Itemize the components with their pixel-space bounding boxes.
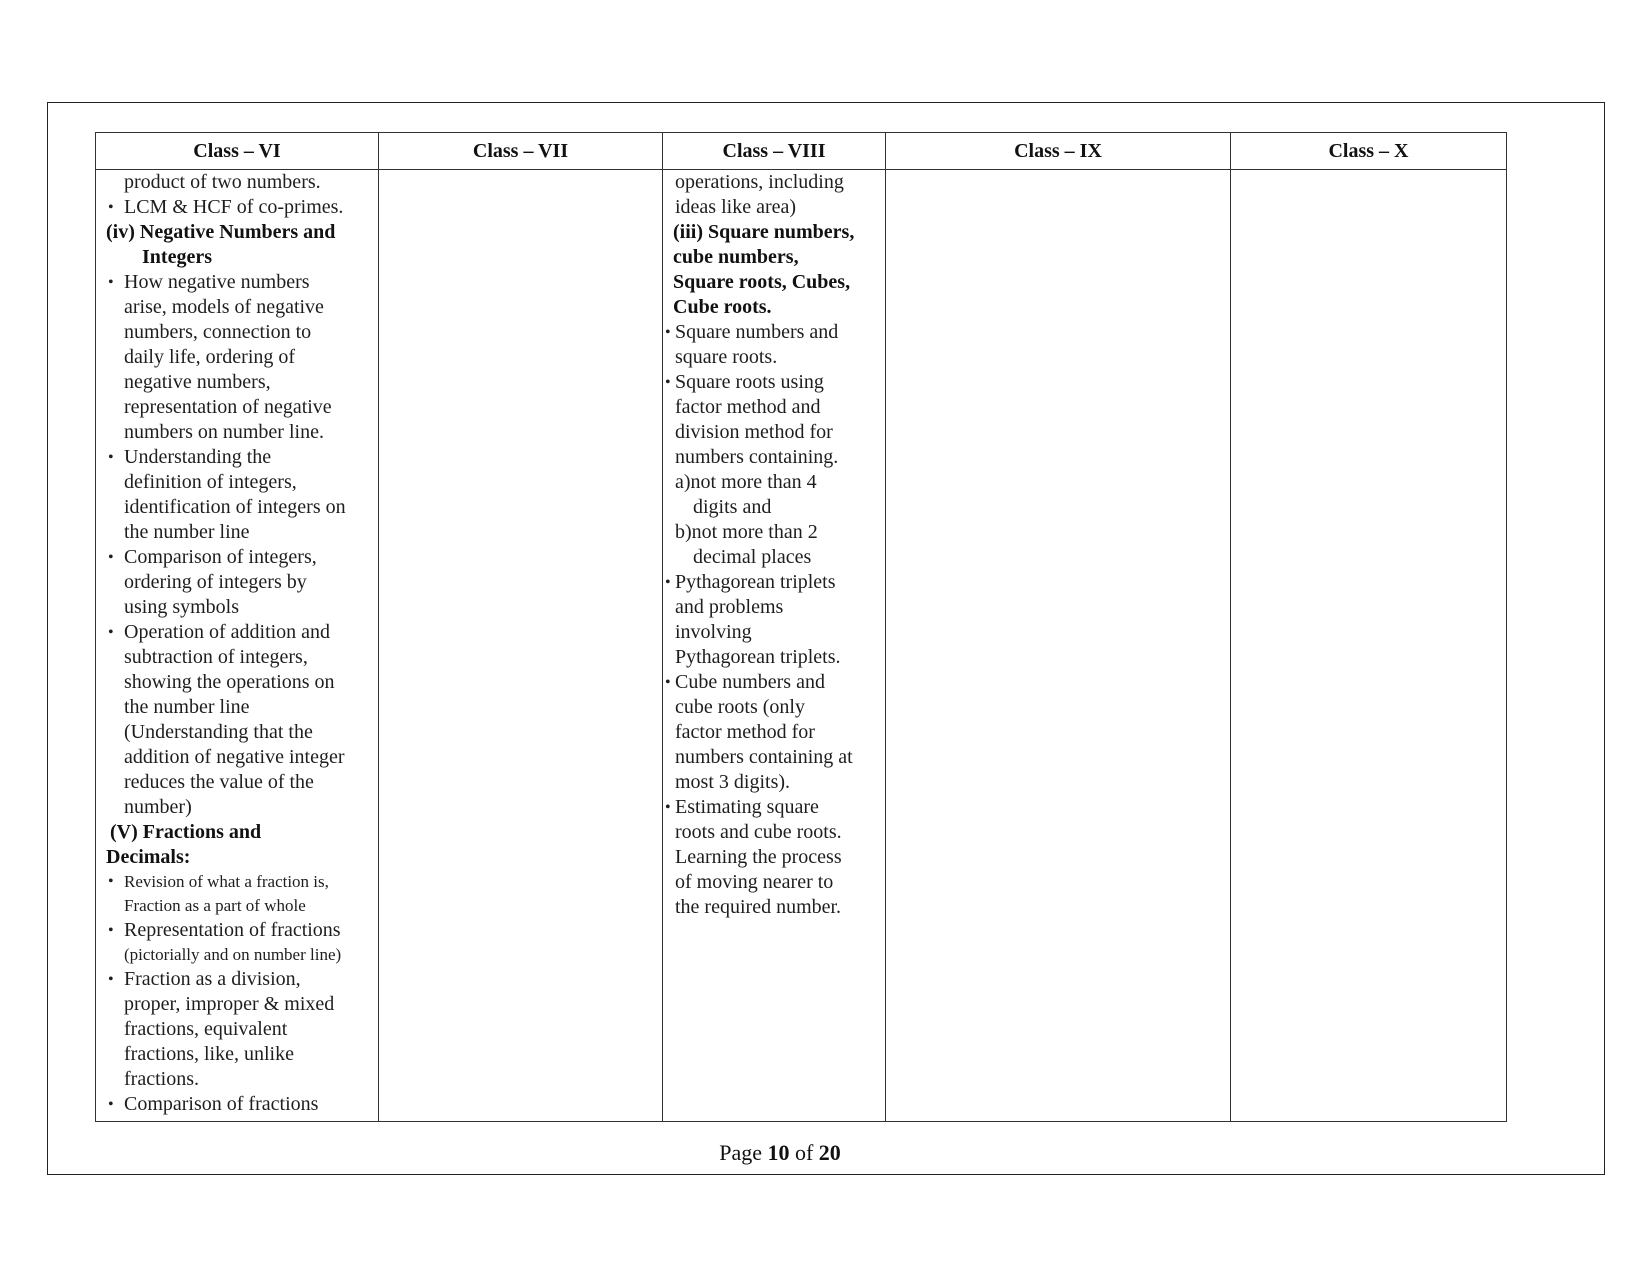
list-item: • How negative numbers <box>106 270 378 295</box>
list-item: subtraction of integers, <box>124 646 308 668</box>
list-item: product of two numbers. <box>124 171 321 193</box>
header-row <box>96 133 1507 170</box>
list-item: roots and cube roots. <box>675 821 842 843</box>
total-pages-number: 20 <box>818 1140 841 1165</box>
header-class-vii: Class – VII <box>379 133 663 170</box>
list-item: • Operation of addition and <box>106 620 378 645</box>
list-item: numbers containing. <box>675 446 839 468</box>
list-item: square roots. <box>675 346 778 368</box>
list-item: • Revision of what a fraction is, <box>106 870 378 894</box>
list-item: fractions. <box>124 1068 199 1090</box>
list-item: • Estimating square <box>665 795 885 820</box>
list-item: reduces the value of the <box>124 771 314 793</box>
class-x-cell <box>1231 170 1507 1122</box>
class-viii-cell <box>663 170 886 1122</box>
list-item: • Understanding the <box>106 445 378 470</box>
list-item: Pythagorean triplets. <box>675 646 841 668</box>
list-item: decimal places <box>693 546 812 568</box>
class-ix-cell <box>886 170 1231 1122</box>
page-label: Page <box>719 1140 762 1165</box>
list-item: • Comparison of integers, <box>106 545 378 570</box>
list-item: ideas like area) <box>675 196 797 218</box>
list-item: division method for <box>675 421 833 443</box>
header-class-vi: Class – VI <box>96 133 379 170</box>
list-item: the number line <box>124 521 250 543</box>
list-item: negative numbers, <box>124 371 271 393</box>
list-item: representation of negative <box>124 396 332 418</box>
list-item: daily life, ordering of <box>124 346 296 368</box>
list-item: (pictorially and on number line) <box>124 945 342 964</box>
list-item: b)not more than 2 <box>675 521 818 543</box>
list-item: proper, improper & mixed <box>124 993 335 1015</box>
section-heading: (iv) Negative Numbers and <box>106 221 336 243</box>
list-item: • Square roots using <box>665 370 885 395</box>
page-of-label: of <box>794 1140 814 1165</box>
section-heading: cube numbers, <box>673 246 799 268</box>
header-class-ix: Class – IX <box>886 133 1231 170</box>
current-page-number: 10 <box>767 1140 790 1165</box>
list-item: definition of integers, <box>124 471 297 493</box>
list-item: operations, including <box>675 171 844 193</box>
list-item: (Understanding that the <box>124 721 313 743</box>
list-item: showing the operations on <box>124 671 335 693</box>
list-item: • Square numbers and <box>665 320 885 345</box>
list-item: Fraction as a part of whole <box>124 896 306 915</box>
section-heading: Square roots, Cubes, <box>673 271 851 293</box>
list-item: cube roots (only <box>675 696 805 718</box>
list-item: the number line <box>124 696 250 718</box>
content-row <box>96 170 1507 1122</box>
list-item: identification of integers on <box>124 496 346 518</box>
list-item: involving <box>675 621 752 643</box>
class-vii-cell <box>379 170 663 1122</box>
list-item: most 3 digits). <box>675 771 791 793</box>
list-item: factor method and <box>675 396 821 418</box>
list-item: of moving nearer to <box>675 871 834 893</box>
list-item: numbers, connection to <box>124 321 312 343</box>
list-item: using symbols <box>124 596 240 618</box>
list-item: • Representation of fractions <box>106 918 378 943</box>
section-heading: (V) Fractions and <box>110 821 262 843</box>
list-item: arise, models of negative <box>124 296 324 318</box>
list-item: numbers containing at <box>675 746 853 768</box>
header-class-x: Class – X <box>1231 133 1507 170</box>
list-item: fractions, equivalent <box>124 1018 288 1040</box>
list-item: factor method for <box>675 721 815 743</box>
list-item: fractions, like, unlike <box>124 1043 294 1065</box>
section-heading: Integers <box>142 246 212 268</box>
list-item: the required number. <box>675 896 842 918</box>
list-item: number) <box>124 796 192 818</box>
syllabus-table <box>95 132 1507 1122</box>
section-heading: Cube roots. <box>673 296 772 318</box>
list-item: • LCM & HCF of co-primes. <box>106 195 378 220</box>
list-item: digits and <box>693 496 772 518</box>
list-item: addition of negative integer <box>124 746 345 768</box>
list-item: ordering of integers by <box>124 571 307 593</box>
list-item: • Fraction as a division, <box>106 967 378 992</box>
section-heading: (iii) Square numbers, <box>673 221 855 243</box>
section-heading: Decimals: <box>106 846 191 868</box>
list-item: • Comparison of fractions <box>106 1092 378 1117</box>
header-class-viii: Class – VIII <box>663 133 886 170</box>
list-item: numbers on number line. <box>124 421 324 443</box>
page-footer <box>0 1140 1560 1166</box>
class-vi-cell <box>96 170 379 1122</box>
list-item: a)not more than 4 <box>675 471 817 493</box>
list-item: and problems <box>675 596 784 618</box>
list-item: • Cube numbers and <box>665 670 885 695</box>
list-item: Learning the process <box>675 846 842 868</box>
list-item: • Pythagorean triplets <box>665 570 885 595</box>
